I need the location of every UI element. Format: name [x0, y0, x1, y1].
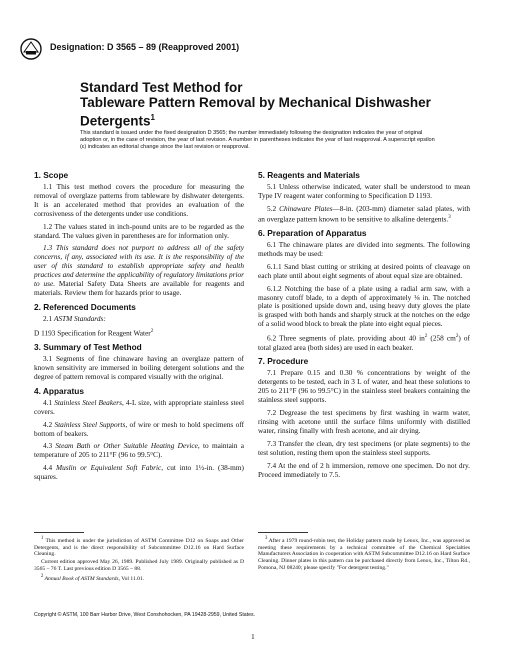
paragraph: 7.2 Degrease the test specimens by first washing in warm water, rinsing with acetone until the surface films uniformly with distilled water, rinsing finally with fresh acetone, and air drying. — [258, 408, 470, 435]
paragraph — [34, 442, 244, 460]
footnote-mark: 3 — [265, 536, 268, 541]
section-scope — [34, 170, 244, 298]
paragraph-tail: Material Safety Data Sheets are available for reagents and materials. Review them for hazards prior to usage. — [34, 279, 244, 297]
para-number: 4.2 — [43, 419, 55, 429]
paragraph — [34, 244, 244, 297]
section-procedure — [258, 356, 470, 479]
page-number: 1 — [251, 632, 255, 641]
footnote-tail: , Vol 11.01. — [118, 575, 145, 582]
italic-text: Steam Bath or Other Suitable Heating Device — [55, 441, 198, 451]
title-line-2: Tableware Pattern Removal by Mechanical Dishwasher — [80, 95, 431, 110]
copyright: Copyright © ASTM, 100 Barr Harbor Drive, West Conshohocken, PA 19428-2959, United States. — [34, 612, 256, 618]
right-column — [258, 170, 470, 483]
document-title — [80, 80, 440, 129]
title-line-3 — [80, 110, 440, 129]
footnote-mark: 2 — [41, 573, 44, 579]
footnotes-left — [34, 532, 244, 584]
footnote-italic: Annual Book of ASTM Standards — [43, 575, 119, 582]
section-heading: 6. Preparation of Apparatus — [258, 228, 367, 239]
safety-statement: 1.3 This standard does not purport to address all of the safety concerns, if any, associated with its use. It is the responsibility of the user of this standard to establish appropriate safety and health practices and determine the applicability of regulatory limitations prior to use. — [34, 243, 244, 289]
reference-text: D 1193 Specification for Reagent Water — [34, 328, 151, 338]
text-c: ) of total glazed area (both sides) are used in each beaker. — [258, 333, 470, 352]
astm-logo — [20, 38, 42, 60]
para-number: 4.3 — [43, 441, 56, 451]
footnote — [34, 574, 244, 583]
footnote — [34, 536, 244, 558]
paragraph: 7.3 Transfer the clean, dry test specimens (or plate segments) to the test solution, resting them upon the stainless steel supports. — [258, 438, 470, 457]
paragraph: 1.2 The values stated in inch-pound units are to be regarded as the standard. The values given in parentheses are for information only. — [34, 221, 244, 240]
paragraph — [34, 328, 244, 338]
paragraph — [34, 421, 244, 439]
footnote-mark: 1 — [41, 536, 44, 541]
paragraph-tail: , to maintain a temperature of 205 to 211°F (96 to 99.5°C). — [34, 441, 244, 460]
paragraph: 1.1 This test method covers the procedure for measuring the removal of overglaze patterns from tableware by dishwater detergents. It is an accelerated method that provides an evaluation of the corrosiveness of the detergents under use conditions. — [34, 182, 244, 218]
paragraph-tail: , cut into 1½-in. (38-mm) squares. — [34, 463, 244, 482]
paragraph: 3.1 Segments of fine chinaware having an overglaze pattern of known sensitivity are immersed in boiling detergent solutions and the degree of pattern removal is compared visually with the original. — [34, 354, 244, 381]
paragraph-tail: , of wire or mesh to hold specimens off bottom of beakers. — [34, 419, 244, 438]
italic-text: Chinaware Plates — [279, 203, 333, 213]
designation: Designation: D 3565 – 89 (Reapproved 2001) — [50, 42, 240, 52]
paragraph: 6.1 The chinaware plates are divided into segments. The following methods may be used: — [258, 240, 470, 258]
footnote-rule — [258, 532, 308, 533]
para-number: 5.2 — [267, 203, 280, 213]
paragraph — [34, 464, 244, 482]
superscript: 2 — [424, 334, 428, 340]
footnote-text: After a 1979 round-robin test, the Holiday pattern made by Lenox, Inc., was approved as meeting these requirements by a technical committee of the Chemical Specialties Manufacturers Association in cooperation with ASTM Subcommittee D12.16 on Hard Surface Cleaning. Dinner plates in this pattern can be purchased directly from Lenox, Inc., Tilton Rd., Pomona, NJ 08240; please specify "For detergent testing." — [258, 537, 470, 572]
section-heading: 3. Summary of Test Method — [34, 342, 142, 353]
section-preparation — [258, 228, 470, 352]
paragraph: 6.1.2 Notching the base of a plate using a radial arm saw, with a masonry cutoff blade, to a depth of approximately ⅛ in. The notched plate is positioned upside down and, using heavy duty gloves the plate is grasped with both hands and sharply struck at the notches on the edge of a solid wood block to break the plate into eight equal pieces. — [258, 283, 470, 329]
title-line-1: Standard Test Method for — [80, 80, 243, 95]
paragraph — [34, 399, 244, 417]
para-number: 2.1 — [43, 313, 54, 323]
paragraph: 7.1 Prepare 0.15 and 0.30 % concentrations by weight of the detergents to be tested, each in 3 L of water, and heat these solutions to 205 to 211°F (96 to 99.5°C) in the stainless steel beakers containing the stainless steel supports. — [258, 368, 470, 405]
section-heading: 1. Scope — [34, 170, 69, 180]
left-column — [34, 170, 244, 486]
paragraph-tail: —8-in. (203-mm) diameter salad plates, with an overglaze pattern known to be sensitive to alkaline detergents. — [258, 203, 470, 224]
standard-notice: This standard is issued under the fixed designation D 3565; the number immediately following the designation indicates the year of original adoption or, in the case of revision, the year of last revision. A number in parentheses indicates the year of last reapproval. A superscript epsilon (ε) indicates an editorial change since the last revision or reapproval. — [80, 130, 435, 151]
footnotes-right — [258, 532, 470, 573]
text-b: (258 cm — [427, 333, 456, 343]
italic-text: Stainless Steel Supports — [54, 419, 126, 429]
paragraph — [258, 333, 470, 352]
superscript: 2 — [455, 334, 459, 340]
section-heading: 5. Reagents and Materials — [258, 170, 360, 180]
paragraph: 6.1.1 Sand blast cutting or striking at desired points of cleavage on each plate until about eight segments of about equal size are obtained. — [258, 261, 470, 280]
section-apparatus — [34, 386, 244, 482]
section-heading: 7. Procedure — [258, 356, 309, 367]
title-footnote-mark: 1 — [150, 113, 155, 122]
italic-text: Muslin or Equivalent Soft Fabric — [56, 463, 162, 473]
paragraph-tail: , 4-L size, with appropriate stainless steel covers. — [34, 397, 244, 416]
section-heading: 4. Apparatus — [34, 385, 84, 396]
footnote: Current edition approved May 26, 1989. Published July 1989. Originally published as D 3565 – 76 T. Last previous edition D 3565 – 88. — [34, 559, 244, 573]
footnote-mark: 3 — [448, 214, 451, 220]
italic-text: ASTM Standards: — [53, 313, 106, 323]
footnote-mark: 2 — [150, 328, 154, 334]
section-referenced-documents — [34, 302, 244, 338]
section-reagents — [258, 170, 470, 224]
italic-text: Stainless Steel Beakers — [54, 397, 122, 407]
section-summary — [34, 342, 244, 382]
section-heading: 2. Referenced Documents — [34, 301, 136, 312]
para-number: 4.1 — [43, 397, 55, 407]
footnote-rule — [34, 532, 84, 533]
para-number: 4.4 — [43, 463, 57, 473]
title-line-3-text: Detergents — [80, 113, 151, 129]
footnote — [258, 536, 470, 572]
paragraph — [258, 205, 470, 224]
paragraph: 5.1 Unless otherwise indicated, water shall be understood to mean Type IV reagent water conforming to Specification D 1193. — [258, 182, 470, 200]
text-a: 6.2 Three segments of plate, providing about 40 in — [267, 333, 425, 343]
footnote-text: This method is under the jurisdiction of ASTM Committee D12 on Soaps and Other Detergents, and is the direct responsibility of Subcommittee D12.16 on Hard Surface Cleaning. — [34, 537, 244, 558]
paragraph: 7.4 At the end of 2 h immersion, remove one specimen. Do not dry. Proceed immediately to 7.5. — [258, 460, 470, 479]
paragraph — [34, 315, 244, 324]
